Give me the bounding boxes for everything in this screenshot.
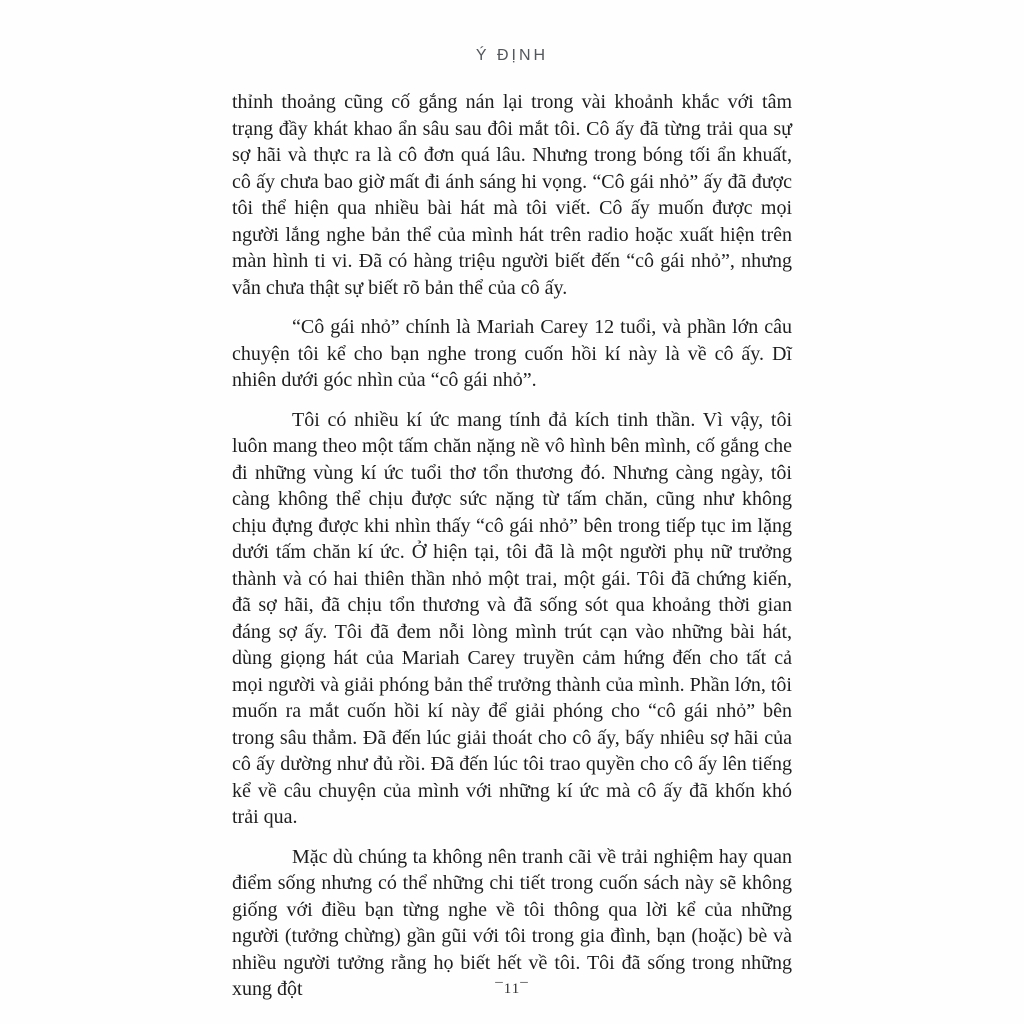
body-text [232,89,792,1003]
paragraph: Tôi có nhiều kí ức mang tính đả kích tinh thần. Vì vậy, tôi luôn mang theo một tấm chăn nặng nề vô hình bên mình, cố gắng che đi những vùng kí ức tuổi thơ tổn thương đó. Nhưng càng ngày, tôi càng không thể chịu được sức nặng từ tấm chăn, cũng như không chịu đựng được khi nhìn thấy “cô gái nhỏ” bên trong tiếp tục im lặng dưới tấm chăn kí ức. Ở hiện tại, tôi đã là một người phụ nữ trưởng thành và có hai thiên thần nhỏ một trai, một gái. Tôi đã chứng kiến, đã sợ hãi, đã chịu tổn thương và đã sống sót qua khoảng thời gian đáng sợ ấy. Tôi đã đem nỗi lòng mình trút cạn vào những bài hát, dùng giọng hát của Mariah Carey truyền cảm hứng đến cho tất cả mọi người và giải phóng bản thể trưởng thành của mình. Phần lớn, tôi muốn ra mắt cuốn hồi kí này để giải phóng cho “cô gái nhỏ” bên trong sâu thẳm. Đã đến lúc giải thoát cho cô ấy, bấy nhiêu sợ hãi của cô ấy dường như đủ rồi. Đã đến lúc tôi trao quyền cho cô ấy lên tiếng kể về câu chuyện của mình với những kí ức mà cô ấy đã khốn khó trải qua. [232,408,792,828]
paragraph: thỉnh thoảng cũng cố gắng nán lại trong vài khoảnh khắc với tâm trạng đầy khát khao ẩn sâu sau đôi mắt tôi. Cô ấy đã từng trải qua sự sợ hãi và thực ra là cô đơn quá lâu. Nhưng trong bóng tối ẩn khuất, cô ấy chưa bao giờ mất đi ánh sáng hi vọng. “Cô gái nhỏ” ấy đã được tôi thể hiện qua nhiều bài hát mà tôi viết. Cô ấy muốn được mọi người lắng nghe bản thể của mình hát trên radio hoặc xuất hiện trên màn hình ti vi. Đã có hàng triệu người biết đến “cô gái nhỏ”, nhưng vẫn chưa thật sự biết rõ bản thể của cô ấy. [232,91,792,299]
running-header: Ý ĐỊNH [475,47,549,64]
paragraph: Mặc dù chúng ta không nên tranh cãi về trải nghiệm hay quan điểm sống nhưng có thể những chi tiết trong cuốn sách này sẽ không giống với điều bạn từng nghe về tôi thông qua lời kể của những người (tưởng chừng) gần gũi với tôi trong gia đình, bạn (hoặc) bè và nhiều người tưởng rằng họ biết hết về tôi. Tôi đã sống trong những xung đột [232,845,792,1000]
paragraph: “Cô gái nhỏ” chính là Mariah Carey 12 tuổi, và phần lớn câu chuyện tôi kể cho bạn nghe trong cuốn hồi kí này là về cô ấy. Dĩ nhiên dưới góc nhìn của “cô gái nhỏ”. [232,316,792,391]
page-number: ¯11¯ [495,981,529,997]
